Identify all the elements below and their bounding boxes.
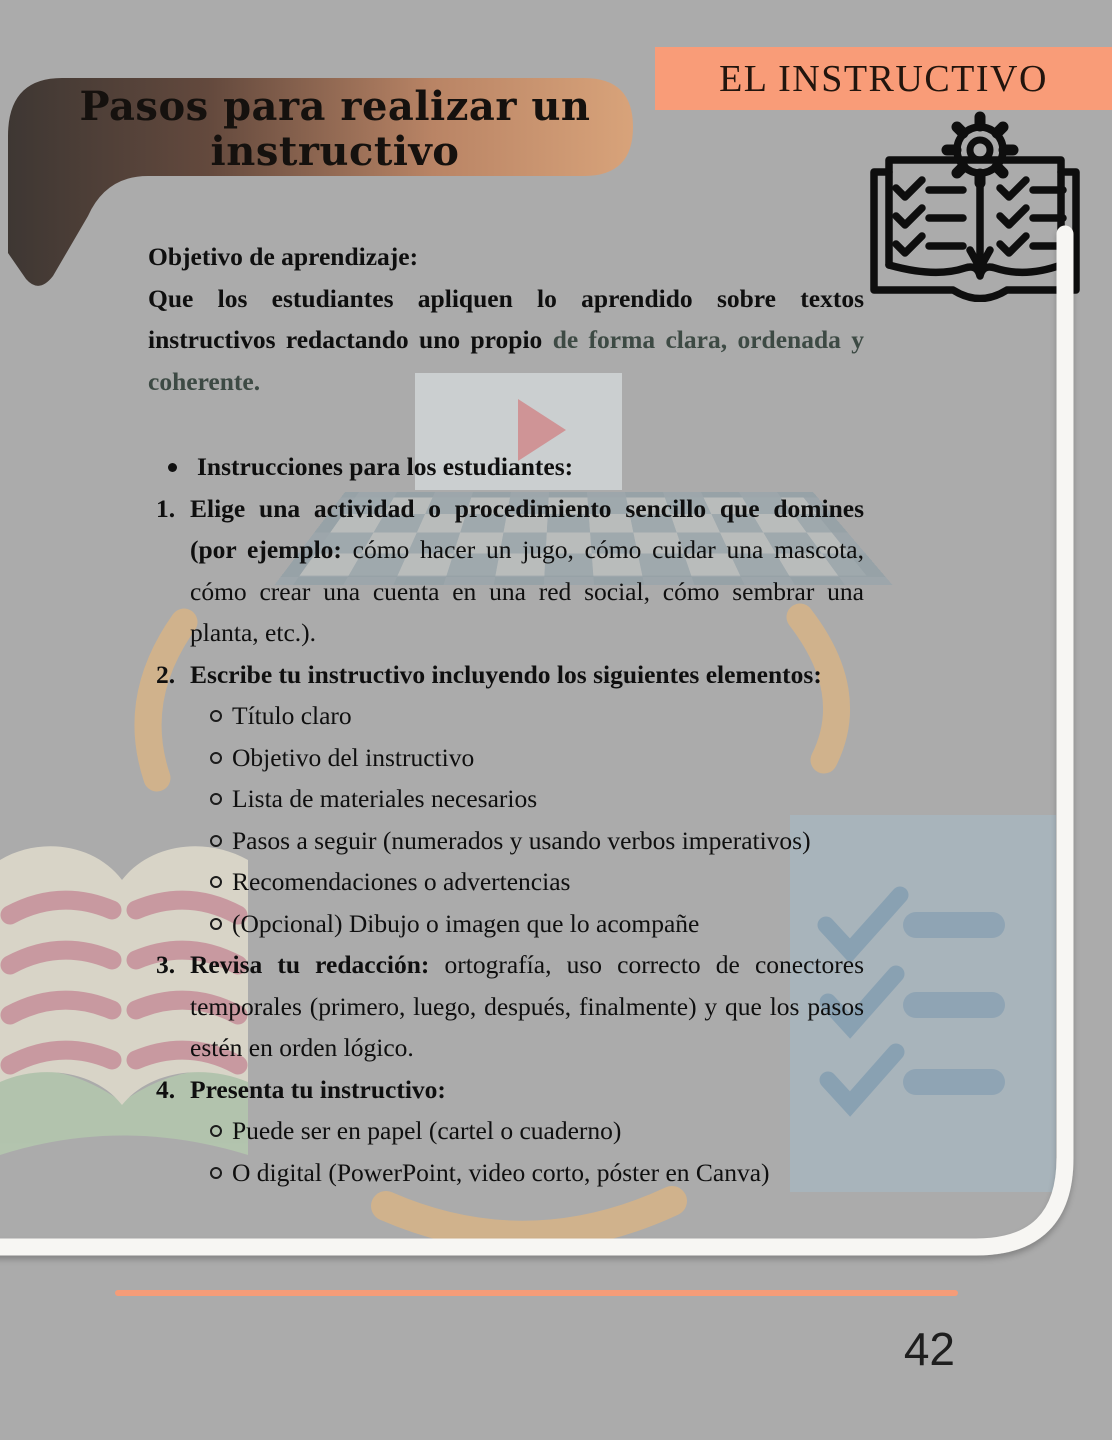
item-number: 3. [156,950,176,979]
circle-bullet-icon [210,1167,222,1179]
page-title-line2: instructivo [210,128,460,175]
instructions-heading: Instrucciones para los estudiantes: [148,446,864,488]
circle-bullet-icon [210,835,222,847]
page-title-line1: Pasos para realizar un [79,83,591,130]
objective-paragraph [148,278,864,403]
sub-item: (Opcional) Dibujo o imagen que lo acompañe [148,903,864,945]
book-checklist-gear-icon [865,110,1095,302]
sub-item: Pasos a seguir (numerados y usando verbos imperativos) [148,820,864,862]
objective-main: Que los estudiantes apliquen lo aprendido sobre textos instructivos redactando uno propio [148,283,864,354]
sub-item: Título claro [148,695,864,737]
circle-bullet-icon [210,876,222,888]
sub-item: Lista de materiales necesarios [148,778,864,820]
instruction-item-3: 3. Revisa tu redacción: ortografía, uso correcto de conectores temporales (primero, luego, después, finalmente) y que los pasos estén en orden lógico. [148,944,864,1069]
item-number: 4. [156,1074,176,1104]
worksheet-body [148,236,864,1193]
item-number: 1. [156,493,176,523]
circle-bullet-icon [210,710,222,722]
instruction-item-2: 2. Escribe tu instructivo incluyendo los siguientes elementos: [148,654,864,696]
instruction-item-1: 1. Elige una actividad o procedimiento sencillo que domines (por ejemplo: cómo hacer un jugo, cómo cuidar una mascota, cómo crear una cuenta en una red social, cómo sembrar una planta, etc.). [148,488,864,654]
objective-label: Objetivo de aprendizaje: [148,242,419,271]
footer-divider [115,1290,958,1296]
circle-bullet-icon [210,1125,222,1137]
header-tab-label: EL INSTRUCTIVO [719,57,1048,100]
objective-tail: de forma clara, ordenada y coherente. [148,325,864,396]
page-title [30,84,640,174]
item-number: 2. [156,659,176,689]
circle-bullet-icon [210,918,222,930]
sub-item: O digital (PowerPoint, video corto, póster en Canva) [148,1152,864,1194]
sub-item: Puede ser en papel (cartel o cuaderno) [148,1110,864,1152]
sub-item: Recomendaciones o advertencias [148,861,864,903]
sub-item: Objetivo del instructivo [148,737,864,779]
circle-bullet-icon [210,793,222,805]
bullet-icon [168,463,177,472]
page-number: 42 [903,1323,955,1375]
header-tab [655,47,1112,110]
instructions-list [148,446,864,1193]
circle-bullet-icon [210,752,222,764]
instruction-item-4: 4. Presenta tu instructivo: [148,1069,864,1111]
